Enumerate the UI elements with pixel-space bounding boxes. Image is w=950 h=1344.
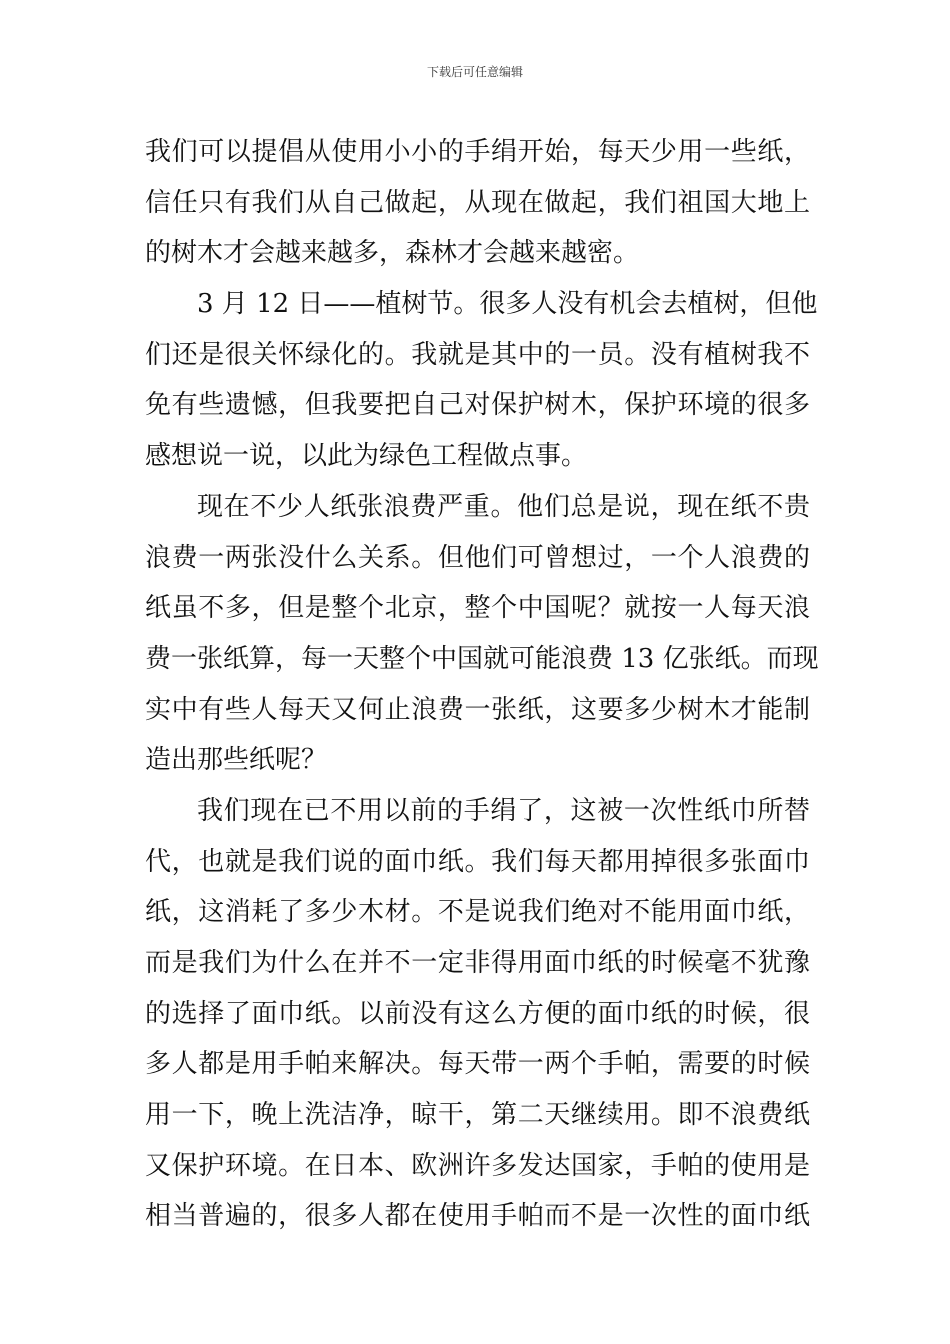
text-line: 代，也就是我们说的面巾纸。我们每天都用掉很多张面巾 (145, 846, 810, 877)
text-line: 纸虽不多，但是整个北京，整个中国呢？就按一人每天浪 (145, 593, 810, 624)
text-line: 我们现在已不用以前的手绢了，这被一次性纸巾所替 (197, 795, 810, 826)
text-line: 现在不少人纸张浪费严重。他们总是说，现在纸不贵 (197, 491, 810, 522)
text-line: 的选择了面巾纸。以前没有这么方便的面巾纸的时候，很 (145, 998, 810, 1029)
text-line: 用一下，晚上洗洁净，晾干，第二天继续用。即不浪费纸 (145, 1100, 810, 1131)
text-line: 而是我们为什么在并不一定非得用面巾纸的时候毫不犹豫 (145, 948, 810, 978)
text-line: 我们可以提倡从使用小小的手绢开始，每天少用一些纸， (145, 137, 810, 167)
text-line: 3 月 12 日——植树节。很多人没有机会去植树，但他 (197, 289, 818, 320)
text-line: 纸，这消耗了多少木材。不是说我们绝对不能用面巾纸， (145, 897, 810, 928)
text-line: 感想说一说，以此为绿色工程做点事。 (145, 441, 588, 472)
text-line: 免有些遗憾，但我要把自己对保护树木，保护环境的很多 (145, 390, 810, 421)
text-line: 费一张纸算，每一天整个中国就可能浪费 13 亿张纸。而现 (145, 643, 819, 674)
text-line: 的树木才会越来越多，森林才会越来越密。 (145, 238, 640, 269)
text-line: 造出那些纸呢？ (145, 745, 328, 776)
body-text (145, 127, 819, 1242)
text-line: 实中有些人每天又何止浪费一张纸，这要多少树木才能制 (145, 694, 810, 725)
text-line: 们还是很关怀绿化的。我就是其中的一员。没有植树我不 (145, 339, 810, 370)
text-line: 浪费一两张没什么关系。但他们可曾想过，一个人浪费的 (145, 542, 810, 573)
text-line: 相当普遍的，很多人都在使用手帕而不是一次性的面巾纸 (145, 1201, 810, 1232)
text-line: 信任只有我们从自己做起，从现在做起，我们祖国大地上 (145, 187, 810, 218)
page-header: 下载后可任意编辑 (426, 65, 523, 79)
text-line: 多人都是用手帕来解决。每天带一两个手帕，需要的时候 (145, 1049, 810, 1080)
text-line: 又保护环境。在日本、欧洲许多发达国家，手帕的使用是 (145, 1150, 810, 1181)
